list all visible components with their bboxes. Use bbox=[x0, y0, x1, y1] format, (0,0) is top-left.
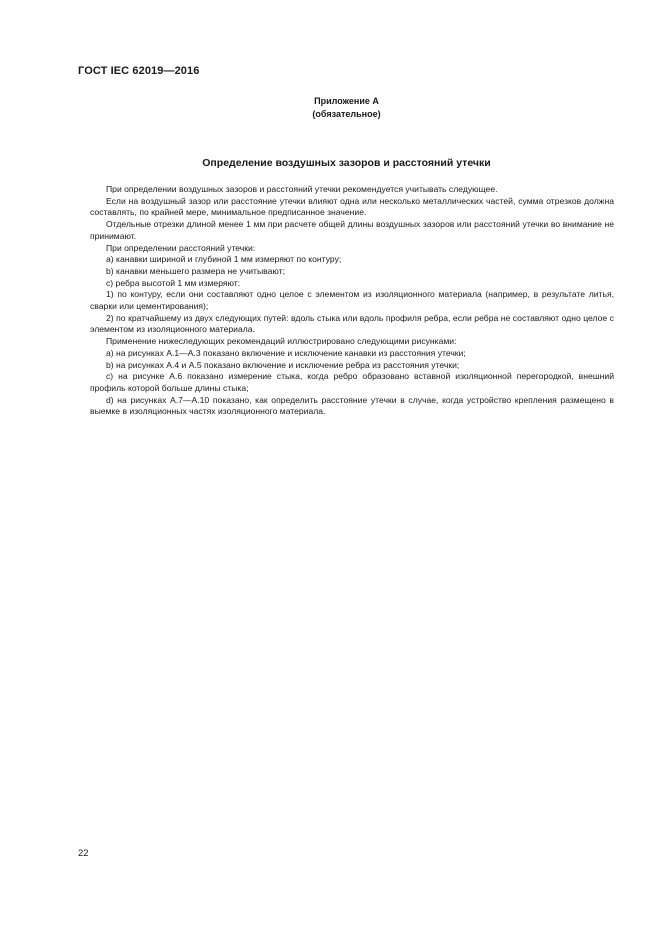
list-item: d) на рисунках А.7—А.10 показано, как определить расстояние утечки в случае, когда устройство крепления размещено в выемке в изоляционных частях изоляционного материала. bbox=[90, 394, 614, 417]
paragraph: При определении воздушных зазоров и расстояний утечки рекомендуется учитывать следующее. bbox=[106, 184, 498, 194]
list-item: a) на рисунках А.1—А.3 показано включение и исключение канавки из расстояния утечки; bbox=[106, 347, 466, 358]
list-item: c) на рисунке А.6 показано измерение стыка, когда ребро образовано вставной изоляционной перегородкой, внешний профиль которой больше длины стыка; bbox=[90, 371, 614, 393]
body-text bbox=[90, 184, 614, 418]
document-code: ГОСТ IEC 62019—2016 bbox=[78, 65, 200, 77]
list-item: a) канавки шириной и глубиной 1 мм измеряют по контуру; bbox=[106, 254, 342, 265]
section-heading: Определение воздушных зазоров и расстояний утечки bbox=[202, 157, 491, 169]
list-item: b) на рисунках А.4 и А.5 показано включение и исключение ребра из расстояния утечки; bbox=[106, 359, 460, 370]
paragraph: Если на воздушный зазор или расстояние утечки влияют одна или несколько металлических частей, сумма отрезков должна составлять, по крайней мере, минимальное предписанное значение. bbox=[90, 195, 614, 218]
list-item: b) канавки меньшего размера не учитывают; bbox=[106, 265, 285, 276]
paragraph: Применение нижеследующих рекомендаций иллюстрировано следующими рисунками: bbox=[106, 336, 457, 347]
page-number: 22 bbox=[78, 848, 89, 859]
list-item: c) ребра высотой 1 мм измеряют: bbox=[106, 277, 241, 288]
paragraph: Отдельные отрезки длиной менее 1 мм при расчете общей длины воздушных зазоров или расстояний утечки во внимание не принимают. bbox=[90, 219, 614, 241]
list-item: 2) по кратчайшему из двух следующих путей: вдоль стыка или вдоль профиля ребра, если ребра не составляют одно целое с элементом из изоляционного материала. bbox=[90, 312, 614, 335]
appendix-status: (обязательное) bbox=[312, 109, 381, 119]
paragraph: При определении расстояний утечки: bbox=[106, 242, 256, 253]
list-item: 1) по контуру, если они составляют одно целое с элементом из изоляционного материала (например, в результате литья, сварки или цементирования); bbox=[90, 289, 614, 312]
appendix-title: Приложение А bbox=[314, 96, 379, 106]
